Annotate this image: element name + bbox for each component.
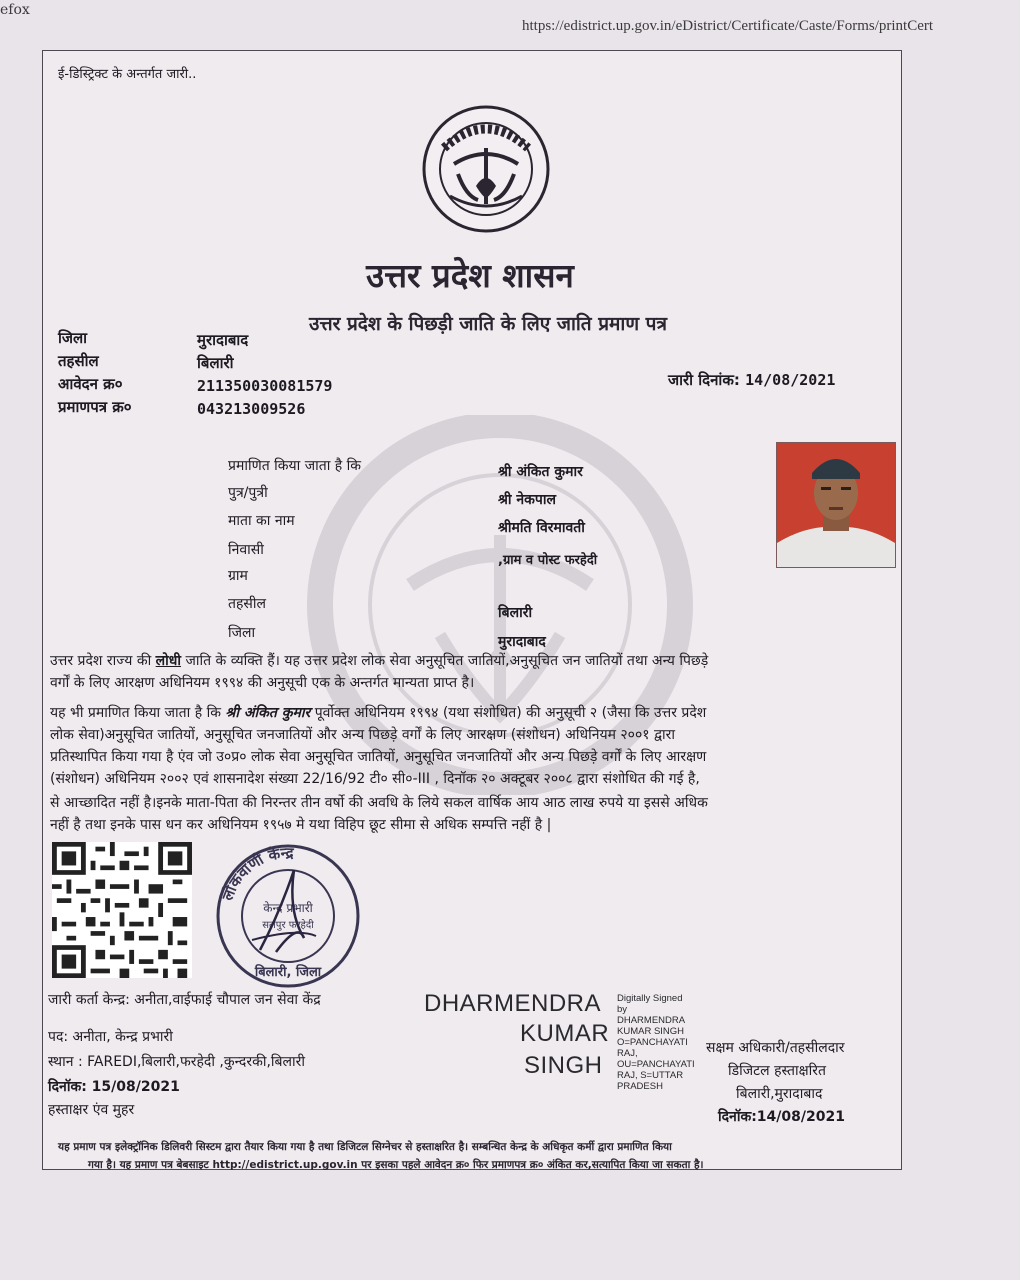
svg-text:केन्द्र प्रभारी: केन्द्र प्रभारी — [263, 901, 313, 915]
person-district-label: जिला — [228, 625, 256, 641]
digital-sign-line: DHARMENDRA — [617, 1015, 686, 1026]
certification-line-6: नहीं है तथा इनके पास धन कर अधिनियम १९५७ मे यथा विहिप छूट सीमा से अधिक सम्पत्ति नहीं है | — [50, 817, 552, 833]
body-text-segment: उत्तर प्रदेश राज्य की — [50, 653, 156, 669]
caste-name: लोधी — [155, 653, 182, 669]
caste-paragraph-line-1 — [50, 650, 708, 672]
signer-name-line-3: SINGH — [524, 1052, 603, 1079]
certification-line-2: लोक सेवा)अनुसूचित जातियों, अनुसूचित जनजातियों और अन्य पिछड़े वर्गों के लिए आरक्षण (संशोधन) अधिनियम २००१ द्वारा — [50, 727, 676, 743]
digital-sign-line: by — [617, 1004, 628, 1015]
qr-code — [52, 842, 192, 978]
stamp-outer-text: लोकवाणी केन्द्र — [218, 843, 294, 903]
signer-name-line-2: KUMAR — [520, 1020, 610, 1047]
authority-digital-signed: डिजिटल हस्ताक्षरित — [728, 1063, 826, 1079]
page-url: https://edistrict.up.gov.in/eDistrict/Certificate/Caste/Forms/printCert — [522, 18, 934, 34]
issuer-place: स्थान : FAREDI,बिलारी,फरहेदी ,कुन्दरकी,बिलारी — [48, 1054, 306, 1070]
certificate-no-label: प्रमाणपत्र क्र० — [58, 398, 132, 416]
issuer-date: दिनॉक: 15/08/2021 — [48, 1079, 180, 1095]
resident-label: निवासी — [228, 542, 264, 558]
body-text-segment: यह भी प्रमाणित किया जाता है कि — [50, 705, 226, 721]
authority-title: सक्षम अधिकारी/तहसीलदार — [706, 1040, 845, 1056]
header-note: ई-डिस्ट्रिक्ट के अन्तर्गत जारी.. — [58, 67, 197, 82]
digital-sign-line: O=PANCHAYATI — [617, 1037, 688, 1048]
browser-app-name: efox — [0, 2, 30, 18]
person-tehsil-label: तहसील — [228, 596, 266, 612]
applicant-name-inline: श्री अंकित कुमार — [225, 705, 311, 721]
body-text-segment: पूर्वोक्त अधिनियम १९९४ (यथा संशोधित) की अनुसूची २ (जैसा कि उत्तर प्रदेश — [310, 705, 707, 721]
certification-line-1 — [50, 702, 706, 724]
caste-paragraph-line-2: वर्गों के लिए आरक्षण अधिनियम १९९४ की अनुसूची एक के अन्तर्गत मान्यता प्राप्त है। — [50, 675, 475, 691]
footer-note-line-2: गया है। यह प्रमाण पत्र बेबसाइट http://edistrict.up.gov.in पर इसका पहले आवेदन क्र० फिर प्रमाणपत्र क्र० अंकित कर,सत्यापित किया जा सकता है। — [88, 1159, 704, 1171]
center-stamp — [208, 842, 368, 988]
tehsil-label: तहसील — [58, 352, 99, 370]
person-district-value: मुरादाबाद — [498, 634, 546, 650]
up-emblem-seal — [420, 104, 552, 234]
certification-line-4: (संशोधन) अधिनियम २००२ एवं शासनादेश संख्या 22/16/92 टी० सी०-III , दिनॉक २० अक्टूबर २००८ द्वारा संशोधित की गई है, — [50, 771, 700, 787]
svg-text:बिलारी, जिला: बिलारी, जिला — [254, 965, 322, 980]
government-title: उत्तर प्रदेश शासन — [366, 256, 574, 295]
certificate-title: उत्तर प्रदेश के पिछड़ी जाति के लिए जाति प्रमाण पत्र — [309, 313, 667, 335]
digital-sign-line: KUMAR SINGH — [617, 1026, 685, 1037]
mother-label: माता का नाम — [228, 513, 295, 529]
footer-note-line-1: यह प्रमाण पत्र इलेक्ट्रॉनिक डिलिवरी सिस्टम द्वारा तैयार किया गया है तथा डिजिटल सिग्नेचर से हस्ताक्षरित है। सम्बन्धित केन्द्र के अधिकृत कर्मी द्वारा प्रमाणित किया — [58, 1141, 672, 1153]
person-tehsil-value: बिलारी — [498, 605, 533, 621]
authority-place: बिलारी,मुरादाबाद — [736, 1086, 823, 1102]
applicant-photo — [776, 442, 896, 568]
issue-date-label: जारी दिनांक: — [668, 371, 740, 389]
mother-name: श्रीमति विरमावती — [498, 520, 585, 536]
body-text-segment: जाति के व्यक्ति हैं। यह उत्तर प्रदेश लोक सेवा अनुसूचित जातियों,अनुसूचित जन जातियों तथा अन्य पिछड़े — [181, 653, 709, 669]
district-value: मुरादाबाद — [197, 331, 249, 349]
digital-sign-line: PRADESH — [617, 1081, 663, 1092]
certification-line-5: से आच्छादित नहीं है।इनके माता-पिता की निरन्तर तीन वर्षो की अवधि के लिये सकल वार्षिक आय आठ लाख रुपये या इससे अधिक — [50, 795, 708, 811]
village-label: ग्राम — [228, 568, 248, 584]
digital-sign-line: RAJ, S=UTTAR — [617, 1070, 684, 1081]
digital-signature-details — [617, 993, 695, 1092]
district-label: जिला — [58, 329, 88, 347]
certification-line-3: प्रतिस्थापित किया गया है एंव जो उ०प्र० लोक सेवा अनुसूचित जातियों, अनुसूचित जनजातियों और अन्य पिछड़े वर्गों के लिए आरक्षण — [50, 749, 707, 765]
application-no-value: 211350030081579 — [197, 377, 333, 395]
applicant-name: श्री अंकित कुमार — [498, 464, 583, 480]
certificate-no-value: 043213009526 — [197, 400, 306, 418]
issuer-post: पद: अनीता, केन्द्र प्रभारी — [48, 1029, 173, 1045]
authority-date: दिनॉक:14/08/2021 — [718, 1109, 845, 1125]
father-name: श्री नेकपाल — [498, 492, 557, 508]
son-daughter-label: पुत्र/पुत्री — [228, 485, 268, 501]
digital-sign-line: RAJ, — [617, 1048, 638, 1059]
svg-text:लोकवाणी केन्द्र — [218, 844, 295, 904]
issuing-center: जारी कर्ता केन्द्र: अनीता,वाईफाई चौपाल जन सेवा केंद्र — [48, 992, 321, 1008]
digital-sign-line: Digitally Signed — [617, 993, 683, 1004]
issue-date — [668, 370, 835, 390]
svg-text:सलपुर फरहेदी: सलपुर फरहेदी — [262, 920, 314, 931]
issue-date-value: 14/08/2021 — [745, 371, 836, 389]
application-no-label: आवेदन क्र० — [58, 375, 123, 393]
signer-name-line-1: DHARMENDRA — [424, 990, 602, 1017]
tehsil-value: बिलारी — [197, 354, 234, 372]
signature-and-seal-label: हस्ताक्षर एंव मुहर — [48, 1102, 135, 1118]
certified-label: प्रमाणित किया जाता है कि — [228, 458, 362, 474]
digital-sign-line: OU=PANCHAYATI — [617, 1059, 695, 1070]
resident-value: ,ग्राम व पोस्ट फरहेदी — [498, 553, 598, 568]
